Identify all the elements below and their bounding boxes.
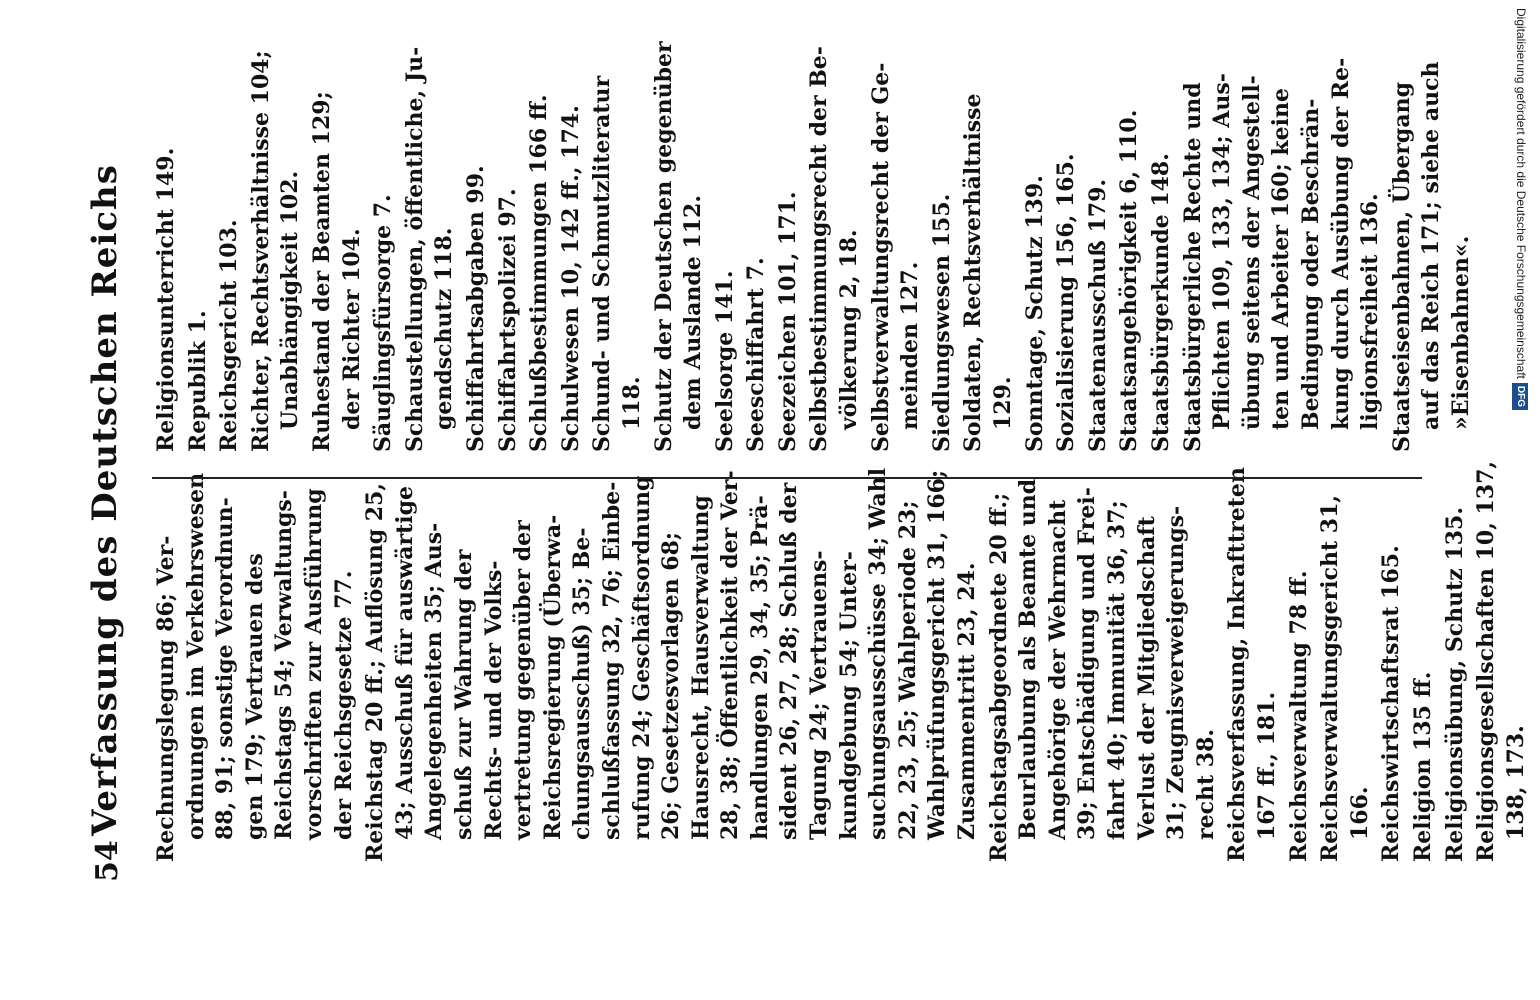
- index-entry: [462, 102, 492, 452]
- page-title: Verfassung des Deutschen Reichs: [85, 164, 125, 836]
- index-entry: [1115, 102, 1145, 452]
- index-entry-headword-line: Reichsverfassung, Inkrafttreten: [1224, 467, 1251, 862]
- index-entry: [928, 102, 958, 452]
- index-entry-headword-line: Schlußbestimmungen 166 ff.: [526, 94, 553, 452]
- index-entry-continuation-line: chungsausschuß) 35; Be-: [569, 527, 596, 840]
- index-entry-continuation-line: kundgebung 54; Unter-: [835, 551, 862, 840]
- index-entry-headword-line: Staatsbürgerliche Rechte und: [1179, 82, 1206, 452]
- index-entry: [1472, 460, 1531, 862]
- index-entry: [774, 102, 804, 452]
- index-entry-continuation-line: 167 ff., 181.: [1253, 691, 1280, 840]
- index-entry: [215, 102, 245, 452]
- index-entry-headword-line: Siedlungswesen 155.: [928, 193, 955, 452]
- index-entry: [557, 102, 587, 452]
- index-entry-continuation-line: Reichstags 54; Verwaltungs-: [271, 490, 298, 840]
- index-entry-continuation-line: suchungsausschüsse 34; Wahl: [865, 467, 892, 840]
- index-entry-continuation-line: fahrt 40; Immunität 36, 37;: [1104, 500, 1130, 840]
- index-entry-headword-line: Religionsgesellschaften 10, 137,: [1473, 460, 1500, 862]
- index-entry-continuation-line: Wahlprüfungsgericht 31, 166;: [924, 469, 951, 840]
- index-entry-continuation-line: 26; Gesetzesvorlagen 68;: [658, 531, 685, 840]
- index-entry: [1441, 506, 1471, 862]
- index-entry: [588, 75, 647, 452]
- index-entry-continuation-line: Zusammentritt 23, 24.: [954, 562, 981, 840]
- index-entry-headword-line: Republik 1.: [184, 310, 211, 452]
- index-entry-headword-line: Seezeichen 101, 171.: [774, 191, 801, 452]
- index-entry: [959, 93, 1018, 452]
- index-entry-headword-line: Reichswirtschaftsrat 165.: [1378, 545, 1405, 862]
- index-entry-headword-line: Soldaten, Rechtsverhältnisse: [960, 93, 987, 452]
- index-entry: [1223, 467, 1282, 862]
- index-entry-continuation-line: 118.: [618, 376, 645, 430]
- index-entry: [742, 102, 772, 452]
- index-entry-continuation-line: gendschutz 118.: [431, 227, 458, 430]
- index-entry-continuation-line: Beurlaubung als Beamte und: [1015, 478, 1042, 840]
- index-entry-continuation-line: sident 26, 27, 28; Schluß der: [776, 482, 803, 840]
- index-entry: [308, 91, 367, 452]
- index-column-left: [152, 460, 1531, 862]
- index-entry-continuation-line: ordnungen im Verkehrswesen: [182, 472, 209, 840]
- index-entry-continuation-line: 39; Entschädigung und Frei-: [1074, 487, 1101, 840]
- index-entry: [184, 102, 214, 452]
- index-entry-headword-line: Selbstverwaltungsrecht der Ge-: [867, 62, 894, 452]
- index-entry-headword-line: Säuglingsfürsorge 7.: [370, 194, 397, 452]
- index-entry: [1147, 102, 1177, 452]
- index-entry-continuation-line: übung seitens der Angestell-: [1238, 75, 1265, 430]
- index-entry: [1285, 512, 1315, 862]
- index-entry-headword-line: Religion 135 ff.: [1409, 671, 1436, 862]
- index-entry-headword-line: Schaustellungen, öffentliche, Ju-: [401, 46, 428, 452]
- index-entry-continuation-line: Bedingung oder Beschrän-: [1297, 98, 1324, 430]
- page-number: 54: [90, 840, 125, 882]
- index-entry-continuation-line: der Richter 104.: [338, 228, 365, 430]
- index-entry-continuation-line: Reichsregierung (Überwa-: [539, 514, 566, 840]
- index-entry-continuation-line: schuß zur Wahrung der: [450, 549, 477, 840]
- index-entry-headword-line: Religionsunterricht 149.: [153, 147, 179, 452]
- index-entry-headword-line: Staatenausschuß 179.: [1084, 178, 1111, 452]
- column-divider: [152, 477, 1422, 479]
- dfg-logo: DFG: [1512, 383, 1528, 410]
- index-entry-continuation-line: 28, 38; Öffentlichkeit der Ver-: [717, 470, 744, 840]
- index-entry-headword-line: Schiffahrtsabgaben 99.: [462, 165, 489, 452]
- digitization-note-text: Digitalisierung gefördert durch die Deutsche Forschungsgemeinschaft: [1514, 8, 1528, 379]
- index-entry-continuation-line: Angehörige der Wehrmacht: [1044, 499, 1071, 840]
- index-entry: [1084, 102, 1114, 452]
- index-entry-continuation-line: meinden 127.: [897, 261, 924, 430]
- index-column-right: [152, 41, 1477, 452]
- index-entry-continuation-line: 88, 91; sonstige Verordnun-: [212, 497, 239, 840]
- index-entry-continuation-line: ligionsfreiheit 136.: [1357, 193, 1384, 430]
- index-entry-headword-line: Rechnungslegung 86; Ver-: [153, 535, 179, 862]
- index-entry-headword-line: Schiffahrtspolizei 97.: [494, 188, 521, 452]
- index-entry-headword-line: Reichsverwaltungsgericht 31,: [1317, 494, 1344, 862]
- index-entry: [494, 102, 524, 452]
- index-entry-headword-line: Sonntage, Schutz 139.: [1021, 175, 1048, 452]
- index-entry: [361, 467, 982, 862]
- index-entry-headword-line: Richter, Rechtsverhältnisse 104;: [247, 50, 274, 452]
- index-entry: [985, 478, 1222, 862]
- index-entry-continuation-line: vertretung gegenüber der: [510, 520, 537, 840]
- index-entry-continuation-line: 129.: [990, 376, 1017, 430]
- index-entry-headword-line: Selbstbestimmungsrecht der Be-: [806, 46, 833, 452]
- index-entry-continuation-line: 138, 173.: [1502, 725, 1529, 840]
- index-entry: [711, 102, 741, 452]
- index-entry-headword-line: Staatsbürgerkunde 148.: [1148, 153, 1174, 452]
- index-entry-continuation-line: dem Auslande 112.: [680, 195, 707, 430]
- index-entry-continuation-line: gen 179; Vertrauen des: [241, 553, 268, 840]
- index-entry-continuation-line: 31; Zeugnisverweigerungs-: [1163, 505, 1190, 840]
- index-entry-continuation-line: schlußfassung 32, 76; Einbe-: [598, 481, 625, 840]
- index-entry: [369, 102, 399, 452]
- index-entry-continuation-line: 166.: [1346, 786, 1373, 840]
- index-entry: [525, 94, 555, 452]
- index-entry-headword-line: Seelsorge 141.: [711, 270, 738, 452]
- index-entry-headword-line: Reichsverwaltung 78 ff.: [1285, 570, 1312, 862]
- index-entry-headword-line: Religionsübung, Schutz 135.: [1441, 506, 1468, 862]
- index-entry-continuation-line: Rechts- und der Volks-: [480, 560, 507, 840]
- index-entry-continuation-line: »Eisenbahnen«.: [1447, 235, 1474, 430]
- index-entry-headword-line: Reichstag 20 ff.; Auflösung 25,: [362, 482, 389, 862]
- index-entry: [1377, 512, 1407, 862]
- index-entry: [401, 46, 460, 452]
- index-entry-headword-line: Staatseisenbahnen, Übergang: [1388, 82, 1415, 452]
- index-entry-continuation-line: ten und Arbeiter 160; keine: [1268, 88, 1295, 430]
- index-entry: [867, 62, 926, 452]
- index-entry: [1052, 102, 1082, 452]
- index-entry: [650, 41, 709, 452]
- index-entry-headword-line: Staatsangehörigkeit 6, 110.: [1116, 109, 1143, 452]
- index-entry-continuation-line: 22, 23, 25; Wahlperiode 23;: [894, 500, 921, 840]
- index-entry: [1021, 102, 1051, 452]
- digitization-note: [1512, 8, 1538, 407]
- index-entry-headword-line: Reichsgericht 103.: [216, 219, 243, 452]
- index-entry: [1179, 57, 1386, 452]
- index-entry-headword-line: Reichstagsabgeordnete 20 ff.;: [985, 492, 1012, 862]
- index-entry: [152, 472, 359, 862]
- index-entry-continuation-line: recht 38.: [1192, 728, 1219, 840]
- index-entry: [1316, 494, 1375, 862]
- index-entry-headword-line: Sozialisierung 156, 165.: [1053, 153, 1080, 452]
- index-entry-headword-line: Schund- und Schmutzliteratur: [589, 75, 616, 452]
- index-entry-continuation-line: der Reichsgesetze 77.: [330, 570, 357, 840]
- index-entry: [1388, 61, 1477, 452]
- index-entry-continuation-line: rufung 24; Geschäftsordnung: [628, 475, 655, 840]
- index-entry-headword-line: Seeschiffahrt 7.: [743, 257, 770, 452]
- index-entry: [1409, 512, 1439, 862]
- running-head: [40, 0, 160, 1000]
- index-entry: [152, 102, 182, 452]
- index-entry: [247, 50, 306, 452]
- index-entry-continuation-line: auf das Reich 171; siehe auch: [1418, 61, 1445, 430]
- index-entry-continuation-line: Angelegenheiten 35; Aus-: [421, 522, 448, 840]
- index-entry-continuation-line: vorschriften zur Ausführung: [300, 488, 327, 840]
- index-entry-continuation-line: 43; Ausschuß für auswärtige: [391, 485, 418, 840]
- index-entry-continuation-line: Tagung 24; Vertrauens-: [806, 550, 833, 840]
- index-entry-continuation-line: völkerung 2, 18.: [836, 229, 863, 430]
- index-entry-continuation-line: Unabhängigkeit 102.: [277, 170, 304, 430]
- index-entry-continuation-line: Pflichten 109, 133, 134; Aus-: [1209, 73, 1236, 430]
- index-entry-continuation-line: handlungen 29, 34, 35; Prä-: [746, 495, 773, 840]
- index-entry-headword-line: Schutz der Deutschen gegenüber: [650, 41, 677, 452]
- index-entry-continuation-line: Verlust der Mitgliedschaft: [1133, 516, 1160, 840]
- index-entry-continuation-line: kung durch Ausübung der Re-: [1327, 57, 1354, 430]
- index-entry: [805, 46, 864, 452]
- index-entry-headword-line: Ruhestand der Beamten 129;: [308, 91, 335, 452]
- index-entry-continuation-line: Hausrecht, Hausverwaltung: [687, 495, 714, 840]
- index-entry-headword-line: Schulwesen 10, 142 ff., 174.: [557, 105, 584, 452]
